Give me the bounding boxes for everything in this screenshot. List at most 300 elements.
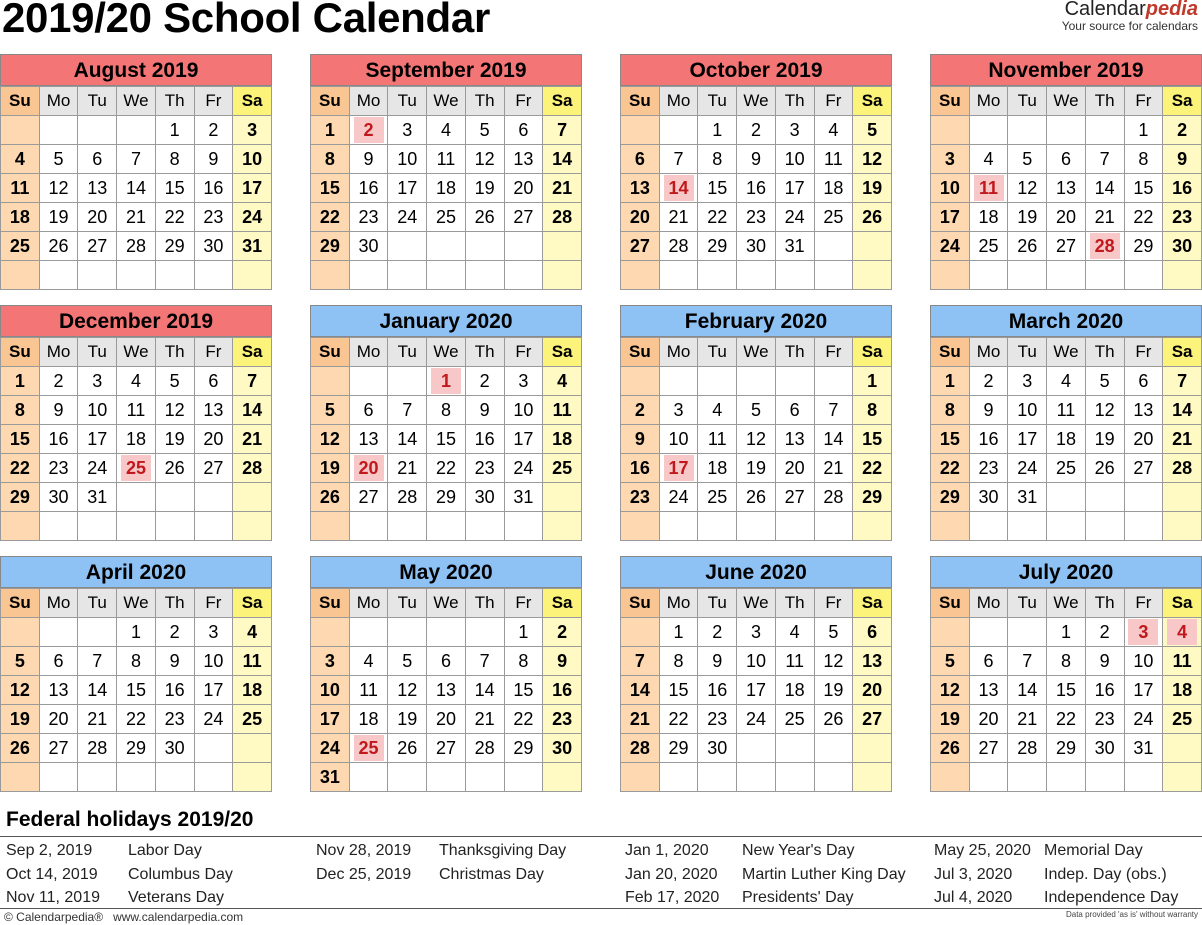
weekday-header: Tu [698, 589, 737, 618]
month-calendar [930, 54, 1202, 290]
empty-day-cell [311, 618, 350, 647]
day-cell: 7 [621, 647, 660, 676]
holiday-date: Oct 14, 2019 [6, 865, 98, 883]
day-cell: 10 [775, 145, 814, 174]
day-cell: 28 [117, 232, 156, 261]
empty-day-cell [1, 512, 40, 541]
month-title: September 2019 [310, 54, 582, 86]
day-cell: 8 [931, 396, 970, 425]
empty-day-cell [1085, 763, 1124, 792]
day-cell: 19 [311, 454, 350, 483]
day-cell: 30 [194, 232, 233, 261]
day-cell: 4 [698, 396, 737, 425]
empty-day-cell [775, 734, 814, 763]
day-cell: 7 [1085, 145, 1124, 174]
day-cell: 12 [814, 647, 853, 676]
day-cell: 12 [853, 145, 892, 174]
day-cell: 26 [1008, 232, 1047, 261]
empty-day-cell [621, 116, 660, 145]
weekday-header: Sa [543, 338, 582, 367]
day-cell: 6 [775, 396, 814, 425]
day-cell: 26 [1, 734, 40, 763]
empty-day-cell [1047, 116, 1086, 145]
day-cell: 22 [1124, 203, 1163, 232]
day-cell: 3 [1008, 367, 1047, 396]
day-cell: 31 [1124, 734, 1163, 763]
empty-day-cell [311, 367, 350, 396]
weekday-header: Fr [814, 589, 853, 618]
weekday-header: Th [1085, 338, 1124, 367]
empty-day-cell [388, 261, 427, 290]
day-cell: 14 [1085, 174, 1124, 203]
day-cell: 28 [465, 734, 504, 763]
day-cell: 6 [427, 647, 466, 676]
weekday-header: Mo [39, 87, 78, 116]
empty-day-cell [814, 734, 853, 763]
weekday-header: We [1047, 338, 1086, 367]
day-cell: 27 [1124, 454, 1163, 483]
empty-day-cell [427, 763, 466, 792]
day-cell: 19 [39, 203, 78, 232]
month-grid [930, 588, 1202, 792]
empty-day-cell [931, 618, 970, 647]
day-cell: 21 [814, 454, 853, 483]
weekday-header: Sa [233, 589, 272, 618]
day-cell: 16 [349, 174, 388, 203]
day-cell: 17 [504, 425, 543, 454]
day-cell: 2 [737, 116, 776, 145]
empty-day-cell [969, 116, 1008, 145]
day-cell: 3 [388, 116, 427, 145]
empty-day-cell [1008, 763, 1047, 792]
weekday-header: Tu [388, 338, 427, 367]
empty-day-cell [78, 618, 117, 647]
day-cell: 29 [1047, 734, 1086, 763]
weekday-header: Th [465, 338, 504, 367]
weekday-header: Su [1, 338, 40, 367]
empty-day-cell [1047, 483, 1086, 512]
day-cell: 6 [349, 396, 388, 425]
weekday-header: We [117, 338, 156, 367]
day-cell: 4 [1047, 367, 1086, 396]
day-cell: 1 [117, 618, 156, 647]
day-cell: 31 [504, 483, 543, 512]
empty-day-cell [194, 261, 233, 290]
brand-tagline: Your source for calendars [1061, 19, 1198, 33]
empty-day-cell [659, 367, 698, 396]
empty-day-cell [543, 763, 582, 792]
day-cell: 16 [698, 676, 737, 705]
empty-day-cell [737, 763, 776, 792]
weekday-header: Tu [78, 589, 117, 618]
empty-day-cell [931, 763, 970, 792]
day-cell: 22 [311, 203, 350, 232]
empty-day-cell [388, 763, 427, 792]
day-cell: 30 [543, 734, 582, 763]
empty-day-cell [543, 483, 582, 512]
day-cell: 12 [388, 676, 427, 705]
day-cell: 21 [1008, 705, 1047, 734]
day-cell: 13 [427, 676, 466, 705]
day-cell: 25 [427, 203, 466, 232]
empty-day-cell [155, 261, 194, 290]
day-cell: 18 [1047, 425, 1086, 454]
empty-day-cell [659, 763, 698, 792]
weekday-header: We [427, 338, 466, 367]
holiday-date: Jan 1, 2020 [625, 842, 709, 859]
day-cell: 1 [504, 618, 543, 647]
day-cell: 18 [1, 203, 40, 232]
day-cell: 28 [659, 232, 698, 261]
day-cell: 20 [427, 705, 466, 734]
day-cell: 16 [621, 454, 660, 483]
day-cell: 21 [465, 705, 504, 734]
day-cell: 7 [233, 367, 272, 396]
empty-day-cell [349, 618, 388, 647]
weekday-header: Th [1085, 87, 1124, 116]
empty-day-cell [1, 618, 40, 647]
day-cell: 11 [349, 676, 388, 705]
holiday-name: New Year's Day [742, 842, 855, 859]
day-cell: 24 [931, 232, 970, 261]
weekday-header: Mo [969, 87, 1008, 116]
day-cell: 30 [465, 483, 504, 512]
day-cell: 22 [504, 705, 543, 734]
month-title: December 2019 [0, 305, 272, 337]
day-cell: 16 [969, 425, 1008, 454]
holiday-name: Martin Luther King Day [742, 865, 906, 883]
empty-day-cell [969, 512, 1008, 541]
day-cell: 5 [388, 647, 427, 676]
day-cell: 17 [775, 174, 814, 203]
day-cell: 16 [39, 425, 78, 454]
day-cell: 27 [504, 203, 543, 232]
day-cell: 23 [737, 203, 776, 232]
weekday-header: Fr [194, 589, 233, 618]
empty-day-cell [659, 261, 698, 290]
day-cell: 28 [1008, 734, 1047, 763]
weekday-header: Su [931, 87, 970, 116]
weekday-header: Mo [969, 589, 1008, 618]
day-cell: 3 [504, 367, 543, 396]
holiday-date: Feb 17, 2020 [625, 889, 720, 906]
day-cell: 7 [1008, 647, 1047, 676]
day-cell: 11 [427, 145, 466, 174]
month-title: August 2019 [0, 54, 272, 86]
day-cell: 1 [1, 367, 40, 396]
holiday-name: Memorial Day [1044, 842, 1143, 859]
weekday-header: Sa [233, 87, 272, 116]
holiday-name: Columbus Day [128, 865, 233, 883]
day-cell: 19 [931, 705, 970, 734]
day-cell: 5 [39, 145, 78, 174]
empty-day-cell [621, 763, 660, 792]
day-cell: 27 [78, 232, 117, 261]
brand-name: Calendarpedia [1064, 0, 1198, 20]
day-cell: 16 [543, 676, 582, 705]
day-cell: 4 [427, 116, 466, 145]
day-cell: 7 [1163, 367, 1202, 396]
day-cell: 30 [969, 483, 1008, 512]
day-cell: 29 [1124, 232, 1163, 261]
month-calendar [0, 54, 272, 290]
empty-day-cell [1047, 763, 1086, 792]
month-grid [930, 86, 1202, 290]
day-cell: 25 [698, 483, 737, 512]
day-cell: 9 [155, 647, 194, 676]
weekday-header: Th [1085, 589, 1124, 618]
month-calendar [620, 54, 892, 290]
day-cell: 18 [543, 425, 582, 454]
day-cell: 10 [78, 396, 117, 425]
empty-day-cell [349, 763, 388, 792]
weekday-header: Su [931, 589, 970, 618]
weekday-header: Mo [659, 338, 698, 367]
empty-day-cell [427, 261, 466, 290]
day-cell: 8 [1047, 647, 1086, 676]
weekday-header: Fr [814, 87, 853, 116]
empty-day-cell [233, 734, 272, 763]
empty-day-cell [427, 232, 466, 261]
day-cell: 29 [427, 483, 466, 512]
holiday-date: Jul 3, 2020 [934, 865, 1013, 883]
footer-url[interactable]: www.calendarpedia.com [113, 910, 244, 924]
day-cell: 27 [969, 734, 1008, 763]
day-cell: 4 [775, 618, 814, 647]
day-cell: 27 [194, 454, 233, 483]
day-cell: 23 [698, 705, 737, 734]
month-grid [620, 337, 892, 541]
day-cell: 1 [311, 116, 350, 145]
empty-day-cell [194, 734, 233, 763]
day-cell: 13 [78, 174, 117, 203]
day-cell: 15 [698, 174, 737, 203]
day-cell: 19 [814, 676, 853, 705]
day-cell: 27 [775, 483, 814, 512]
day-cell: 26 [311, 483, 350, 512]
empty-day-cell [853, 763, 892, 792]
empty-day-cell [78, 763, 117, 792]
day-cell: 11 [1, 174, 40, 203]
day-cell: 13 [1124, 396, 1163, 425]
empty-day-cell [853, 512, 892, 541]
empty-day-cell [39, 763, 78, 792]
empty-day-cell [233, 763, 272, 792]
empty-day-cell [814, 261, 853, 290]
day-cell: 3 [737, 618, 776, 647]
day-cell: 22 [155, 203, 194, 232]
month-calendar [0, 556, 272, 792]
holiday-name: Thanksgiving Day [439, 842, 567, 859]
empty-day-cell [349, 512, 388, 541]
day-cell: 31 [1008, 483, 1047, 512]
day-cell: 9 [39, 396, 78, 425]
weekday-header: Fr [194, 87, 233, 116]
empty-day-cell [155, 763, 194, 792]
day-cell: 7 [659, 145, 698, 174]
day-cell: 25 [1, 232, 40, 261]
day-cell: 28 [814, 483, 853, 512]
empty-day-cell [155, 512, 194, 541]
day-cell: 20 [621, 203, 660, 232]
day-cell: 21 [1085, 203, 1124, 232]
day-cell: 15 [504, 676, 543, 705]
month-calendar [310, 305, 582, 541]
empty-day-cell [465, 261, 504, 290]
weekday-header: We [737, 338, 776, 367]
day-cell: 30 [1163, 232, 1202, 261]
holiday-date: Dec 25, 2019 [316, 865, 412, 883]
day-cell: 20 [1124, 425, 1163, 454]
weekday-header: Fr [504, 338, 543, 367]
day-cell: 12 [931, 676, 970, 705]
empty-day-cell [465, 232, 504, 261]
weekday-header: Fr [194, 338, 233, 367]
day-cell: 9 [1163, 145, 1202, 174]
weekday-header: Fr [814, 338, 853, 367]
empty-day-cell [311, 261, 350, 290]
day-cell: 9 [698, 647, 737, 676]
empty-day-cell [465, 618, 504, 647]
empty-day-cell [427, 512, 466, 541]
empty-day-cell [504, 512, 543, 541]
day-cell: 9 [621, 425, 660, 454]
day-cell: 7 [117, 145, 156, 174]
weekday-header: Fr [1124, 338, 1163, 367]
day-cell: 24 [311, 734, 350, 763]
weekday-header: Su [621, 589, 660, 618]
empty-day-cell [1163, 483, 1202, 512]
weekday-header: Th [775, 589, 814, 618]
day-cell: 3 [194, 618, 233, 647]
day-cell: 21 [233, 425, 272, 454]
day-cell: 17 [388, 174, 427, 203]
day-cell: 24 [78, 454, 117, 483]
month-grid [620, 86, 892, 290]
day-cell: 30 [1085, 734, 1124, 763]
day-cell: 16 [737, 174, 776, 203]
empty-day-cell [969, 618, 1008, 647]
weekday-header: Mo [39, 338, 78, 367]
empty-day-cell [737, 512, 776, 541]
empty-day-cell [621, 367, 660, 396]
weekday-header: Mo [349, 589, 388, 618]
holiday-day-cell: 11 [969, 174, 1008, 203]
day-cell: 8 [311, 145, 350, 174]
footer-disclaimer: Data provided 'as is' without warranty [1065, 910, 1198, 919]
empty-day-cell [78, 116, 117, 145]
month-grid [310, 86, 582, 290]
day-cell: 5 [931, 647, 970, 676]
day-cell: 24 [504, 454, 543, 483]
holiday-day-cell: 14 [659, 174, 698, 203]
weekday-header: Su [1, 87, 40, 116]
day-cell: 21 [78, 705, 117, 734]
day-cell: 13 [775, 425, 814, 454]
weekday-header: Tu [78, 338, 117, 367]
day-cell: 23 [39, 454, 78, 483]
weekday-header: Fr [1124, 87, 1163, 116]
month-title: March 2020 [930, 305, 1202, 337]
empty-day-cell [1085, 512, 1124, 541]
day-cell: 25 [233, 705, 272, 734]
holiday-day-cell: 3 [1124, 618, 1163, 647]
day-cell: 29 [311, 232, 350, 261]
holiday-day-cell: 2 [349, 116, 388, 145]
empty-day-cell [969, 261, 1008, 290]
month-title: January 2020 [310, 305, 582, 337]
day-cell: 18 [349, 705, 388, 734]
empty-day-cell [621, 512, 660, 541]
day-cell: 11 [1047, 396, 1086, 425]
day-cell: 2 [194, 116, 233, 145]
empty-day-cell [1, 763, 40, 792]
brand-logo[interactable] [1062, 0, 1198, 33]
day-cell: 31 [233, 232, 272, 261]
day-cell: 20 [78, 203, 117, 232]
day-cell: 13 [969, 676, 1008, 705]
day-cell: 21 [1163, 425, 1202, 454]
day-cell: 8 [155, 145, 194, 174]
day-cell: 9 [349, 145, 388, 174]
day-cell: 28 [1163, 454, 1202, 483]
holiday-date: May 25, 2020 [934, 842, 1031, 859]
day-cell: 12 [737, 425, 776, 454]
day-cell: 4 [233, 618, 272, 647]
day-cell: 3 [775, 116, 814, 145]
day-cell: 8 [659, 647, 698, 676]
day-cell: 24 [1124, 705, 1163, 734]
empty-day-cell [659, 512, 698, 541]
day-cell: 10 [233, 145, 272, 174]
empty-day-cell [737, 367, 776, 396]
day-cell: 24 [737, 705, 776, 734]
day-cell: 27 [427, 734, 466, 763]
day-cell: 6 [78, 145, 117, 174]
day-cell: 21 [117, 203, 156, 232]
empty-day-cell [388, 618, 427, 647]
empty-day-cell [194, 512, 233, 541]
holiday-date: Jul 4, 2020 [934, 889, 1013, 906]
empty-day-cell [698, 367, 737, 396]
day-cell: 6 [39, 647, 78, 676]
day-cell: 19 [1, 705, 40, 734]
day-cell: 24 [1008, 454, 1047, 483]
day-cell: 5 [737, 396, 776, 425]
day-cell: 11 [698, 425, 737, 454]
weekday-header: Sa [853, 338, 892, 367]
day-cell: 10 [311, 676, 350, 705]
empty-day-cell [1124, 261, 1163, 290]
day-cell: 13 [194, 396, 233, 425]
empty-day-cell [78, 512, 117, 541]
day-cell: 25 [814, 203, 853, 232]
day-cell: 26 [1085, 454, 1124, 483]
day-cell: 5 [1085, 367, 1124, 396]
day-cell: 23 [543, 705, 582, 734]
holiday-name: Presidents' Day [742, 889, 854, 906]
weekday-header: Th [155, 589, 194, 618]
day-cell: 3 [78, 367, 117, 396]
empty-day-cell [504, 261, 543, 290]
weekday-header: Sa [233, 338, 272, 367]
day-cell: 8 [117, 647, 156, 676]
day-cell: 8 [853, 396, 892, 425]
empty-day-cell [1163, 734, 1202, 763]
empty-day-cell [853, 232, 892, 261]
empty-day-cell [1124, 512, 1163, 541]
day-cell: 1 [698, 116, 737, 145]
